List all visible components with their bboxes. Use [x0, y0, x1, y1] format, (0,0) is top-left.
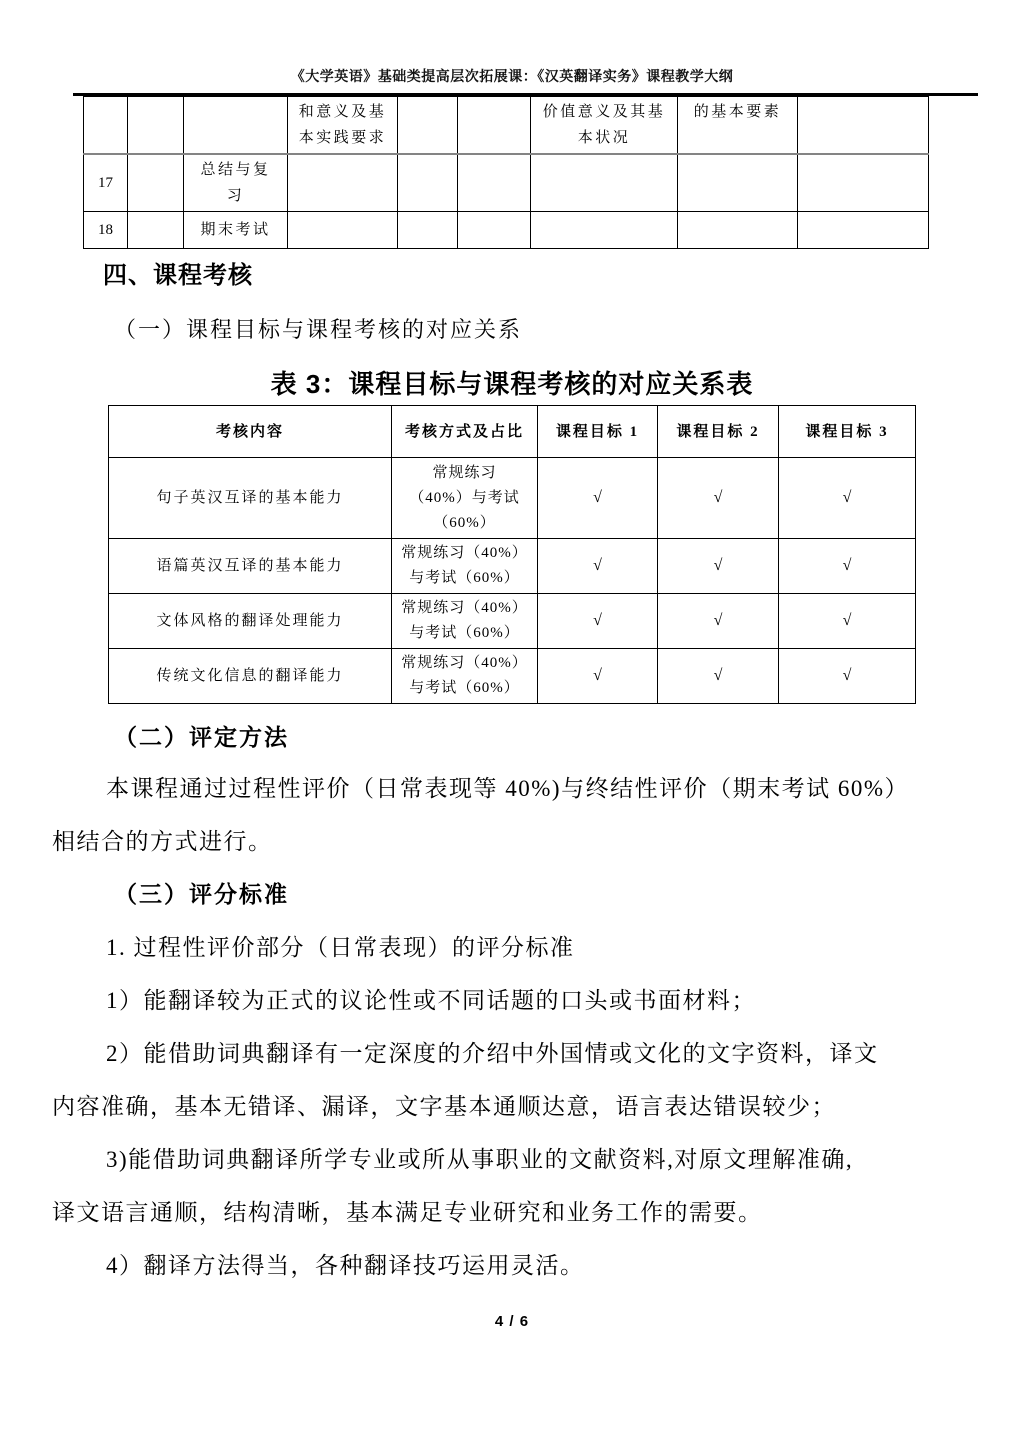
table3-row [109, 539, 916, 594]
table3-title: 表 3：课程目标与课程考核的对应关系表 [270, 369, 754, 399]
cell-empty [531, 154, 678, 212]
column-header-goal3: 课程目标 3 [779, 406, 916, 458]
column-header-goal1: 课程目标 1 [538, 406, 658, 458]
cell-line: 总结与复 [200, 162, 271, 178]
cell-line: （40%）与考试 [409, 489, 520, 506]
subsection-heading-scoring-criteria: （三）评分标准 [114, 882, 289, 907]
checkmark: √ [658, 594, 779, 649]
column-header-goal2: 课程目标 2 [658, 406, 779, 458]
cell-assessment-method [392, 539, 538, 594]
column-header-method: 考核方式及占比 [392, 406, 538, 458]
cell-empty [288, 212, 398, 249]
subsection-heading-evaluation-method: （二）评定方法 [114, 725, 289, 750]
checkmark: √ [779, 458, 916, 539]
section-heading-assessment: 四、课程考核 [103, 262, 253, 289]
cell-empty [798, 154, 929, 212]
list-item-line: 2）能借助词典翻译有一定深度的介绍中外国情或文化的文字资料，译文 [106, 1041, 879, 1066]
cell-empty [184, 97, 288, 155]
checkmark: √ [658, 458, 779, 539]
checkmark: √ [658, 649, 779, 704]
cell-week-number: 18 [84, 212, 128, 249]
checkmark: √ [779, 649, 916, 704]
cell-empty [84, 97, 128, 155]
cell-topic [184, 154, 288, 212]
cell-line: 常规练习 [432, 464, 497, 481]
cell-empty [128, 97, 184, 155]
list-item-line: 译文语言通顺，结构清晰，基本满足专业研究和业务工作的需要。 [52, 1200, 763, 1225]
cell-empty [128, 154, 184, 212]
page-header-title: 《大学英语》基础类提高层次拓展课：《汉英翻译实务》课程教学大纲 [290, 68, 734, 84]
list-item-line: 3)能借助词典翻译所学专业或所从事职业的文献资料,对原文理解准确, [106, 1147, 854, 1172]
checkmark: √ [779, 594, 916, 649]
cell-line: 价值意义及其基 [542, 104, 666, 120]
cell-line: 本状况 [577, 130, 631, 146]
cell-empty [458, 97, 531, 155]
checkmark: √ [538, 649, 658, 704]
cell-week-number: 17 [84, 154, 128, 212]
cell-assessment-content: 语篇英汉互译的基本能力 [109, 539, 392, 594]
cell-line: 常规练习（40%） [401, 655, 528, 671]
column-header-content: 考核内容 [109, 406, 392, 458]
table-row [84, 97, 929, 155]
cell-empty [128, 212, 184, 249]
table3-objective-assessment-mapping [108, 405, 916, 704]
list-item: 4）翻译方法得当，各种翻译技巧运用灵活。 [106, 1253, 585, 1278]
cell-empty [798, 212, 929, 249]
cell-elements-fragment [678, 97, 798, 155]
cell-empty [531, 212, 678, 249]
cell-value-fragment [531, 97, 678, 155]
cell-assessment-content: 文体风格的翻译处理能力 [109, 594, 392, 649]
cell-empty [398, 154, 458, 212]
page-number: 4 / 6 [494, 1313, 530, 1330]
checkmark: √ [538, 539, 658, 594]
checkmark: √ [538, 458, 658, 539]
cell-empty [288, 154, 398, 212]
table3-row [109, 594, 916, 649]
cell-line: 与考试（60%） [409, 570, 520, 586]
subsection-heading-mapping: （一）课程目标与课程考核的对应关系 [114, 317, 523, 342]
cell-line: 的基本要素 [693, 104, 782, 120]
list-item-line: 内容准确，基本无错译、漏译，文字基本通顺达意，语言表达错误较少； [52, 1094, 836, 1119]
cell-empty [678, 212, 798, 249]
checkmark: √ [779, 539, 916, 594]
table-row-18 [84, 212, 929, 249]
cell-empty [458, 154, 531, 212]
cell-line: 常规练习（40%） [401, 545, 528, 561]
list-item: 1. 过程性评价部分（日常表现）的评分标准 [106, 935, 575, 960]
cell-empty [398, 212, 458, 249]
paragraph-line: 相结合的方式进行。 [52, 829, 273, 854]
cell-empty [458, 212, 531, 249]
cell-empty [798, 97, 929, 155]
cell-objective-fragment [288, 97, 398, 155]
cell-line: 与考试（60%） [409, 625, 520, 641]
cell-assessment-method [392, 458, 538, 539]
paragraph-line: 本课程通过过程性评价（日常表现等 40%)与终结性评价（期末考试 60%） [106, 776, 909, 801]
cell-line: （60%） [433, 514, 496, 531]
cell-line: 与考试（60%） [409, 680, 520, 696]
cell-assessment-content: 传统文化信息的翻译能力 [109, 649, 392, 704]
table3-row [109, 458, 916, 539]
checkmark: √ [538, 594, 658, 649]
cell-line: 本实践要求 [298, 130, 387, 146]
schedule-table-continued [83, 96, 929, 249]
cell-empty [678, 154, 798, 212]
cell-assessment-method [392, 649, 538, 704]
table3-header-row [109, 406, 916, 458]
cell-assessment-method [392, 594, 538, 649]
list-item: 1）能翻译较为正式的议论性或不同话题的口头或书面材料； [106, 988, 756, 1013]
cell-line: 常规练习（40%） [401, 600, 528, 616]
checkmark: √ [658, 539, 779, 594]
table3-row [109, 649, 916, 704]
cell-empty [398, 97, 458, 155]
cell-assessment-content: 句子英汉互译的基本能力 [109, 458, 392, 539]
cell-line: 习 [226, 188, 245, 204]
table-row-17 [84, 154, 929, 212]
cell-line: 和意义及基 [298, 104, 387, 120]
cell-topic: 期末考试 [184, 212, 288, 249]
